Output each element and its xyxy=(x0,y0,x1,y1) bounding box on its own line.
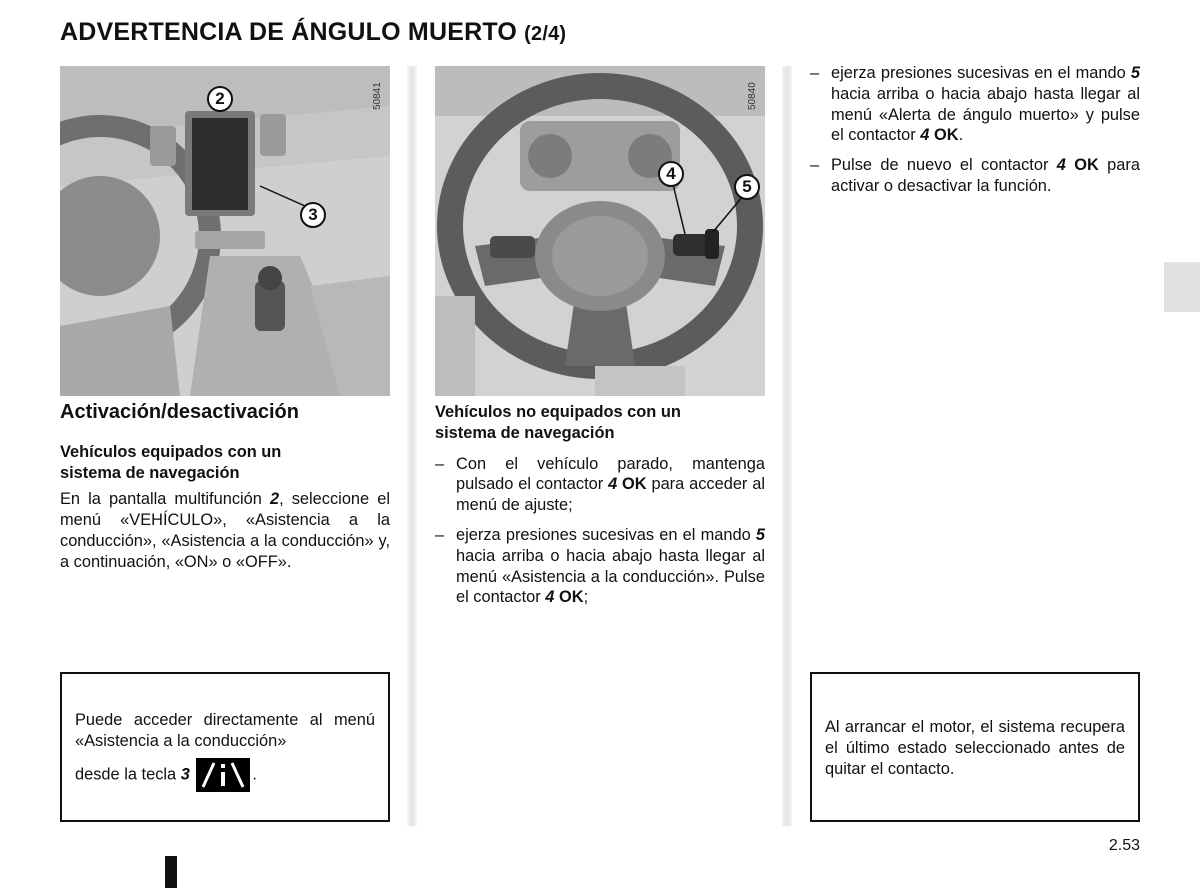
list-item xyxy=(810,63,1140,146)
bullet-dash: – xyxy=(810,64,820,82)
ok-label: OK xyxy=(622,475,647,494)
ref-number: 2 xyxy=(269,490,280,509)
ref-number: 4 xyxy=(1056,156,1066,175)
ref-number: 5 xyxy=(755,525,765,544)
paragraph-text: En la pantalla multifunción xyxy=(60,490,270,509)
list-item-text: . xyxy=(958,126,964,145)
page-number: 2.53 xyxy=(1108,837,1140,854)
note-text-line xyxy=(75,758,375,792)
callout-4: 4 xyxy=(658,161,684,187)
ref-number: 3 xyxy=(180,764,190,783)
bullet-dash: – xyxy=(435,454,445,473)
column-divider-left xyxy=(407,66,417,826)
page-title-text: ADVERTENCIA DE ÁNGULO MUERTO xyxy=(60,18,518,46)
ok-label: OK xyxy=(933,126,959,145)
list-item xyxy=(435,525,765,608)
list-item-text: hacia arriba o hacia abajo hasta llegar al menú «Asistencia a la conducción». Pulse el contactor xyxy=(456,546,765,607)
list-item xyxy=(435,454,765,516)
callout-5: 5 xyxy=(734,174,760,200)
chapter-tab xyxy=(1164,262,1200,312)
note-box-right xyxy=(810,672,1140,822)
bullet-dash: – xyxy=(435,525,445,544)
note-box-left xyxy=(60,672,390,822)
note-text: desde la tecla xyxy=(75,764,181,783)
note-text: . xyxy=(252,764,257,783)
figure-steering-wheel xyxy=(435,66,765,396)
ok-label: OK xyxy=(558,588,584,607)
bullet-dash: – xyxy=(810,156,820,175)
figure-dashboard xyxy=(60,66,390,396)
note-text: Puede acceder directamente al menú «Asistencia a la conducción» xyxy=(75,711,375,750)
left-column xyxy=(60,402,390,573)
list-item-text: ejerza presiones sucesivas en el mando xyxy=(831,64,1131,82)
list-item-text: ; xyxy=(583,588,589,607)
ref-number: 5 xyxy=(1130,64,1140,82)
right-column xyxy=(810,63,1140,197)
note-text: Al arrancar el motor, el sistema recupera el último estado seleccionado antes de quitar el contacto. xyxy=(825,718,1125,778)
subheading: Vehículos equipados con un sistema de navegación xyxy=(60,442,282,482)
subheading: Vehículos no equipados con un sistema de navegación xyxy=(435,403,681,442)
paragraph-text: , seleccione el menú «VEHÍCULO», «Asistencia a la conducción», «Asistencia a la conducción» y, a continuación, «ON» o «OFF». xyxy=(60,490,390,571)
steering-wheel-illustration xyxy=(435,66,765,396)
callout-3: 3 xyxy=(300,202,326,228)
figure-code: 50841 xyxy=(372,82,383,110)
callout-2: 2 xyxy=(207,86,233,112)
ref-number: 4 xyxy=(920,126,930,145)
list-item-text: hacia arriba o hacia abajo hasta llegar al menú «Alerta de ángulo muerto» y pulse el contactor xyxy=(831,84,1140,145)
section-heading: Activación/desactivación xyxy=(60,401,299,423)
page-title-suffix: (2/4) xyxy=(524,23,567,45)
list-item-text: ejerza presiones sucesivas en el mando xyxy=(456,525,756,544)
list-item-text: Pulse de nuevo el contactor xyxy=(831,156,1057,175)
page-title xyxy=(60,18,566,47)
edge-mark xyxy=(165,856,177,888)
dashboard-illustration xyxy=(60,66,390,396)
paragraph xyxy=(60,489,390,572)
ref-number: 4 xyxy=(545,588,555,607)
list-item-text: Con el vehículo parado, mantenga pulsado el contactor xyxy=(456,454,765,494)
ok-label: OK xyxy=(1074,156,1099,175)
driving-assist-key-icon xyxy=(196,758,250,792)
figure-code: 50840 xyxy=(747,82,758,110)
list-item-text: para activar o desactivar la función. xyxy=(831,156,1140,195)
list-item-text: para acceder al menú de ajuste; xyxy=(456,475,765,515)
list-item xyxy=(810,155,1140,197)
ref-number: 4 xyxy=(608,475,618,494)
column-divider-right xyxy=(782,66,792,826)
middle-column xyxy=(435,402,765,608)
